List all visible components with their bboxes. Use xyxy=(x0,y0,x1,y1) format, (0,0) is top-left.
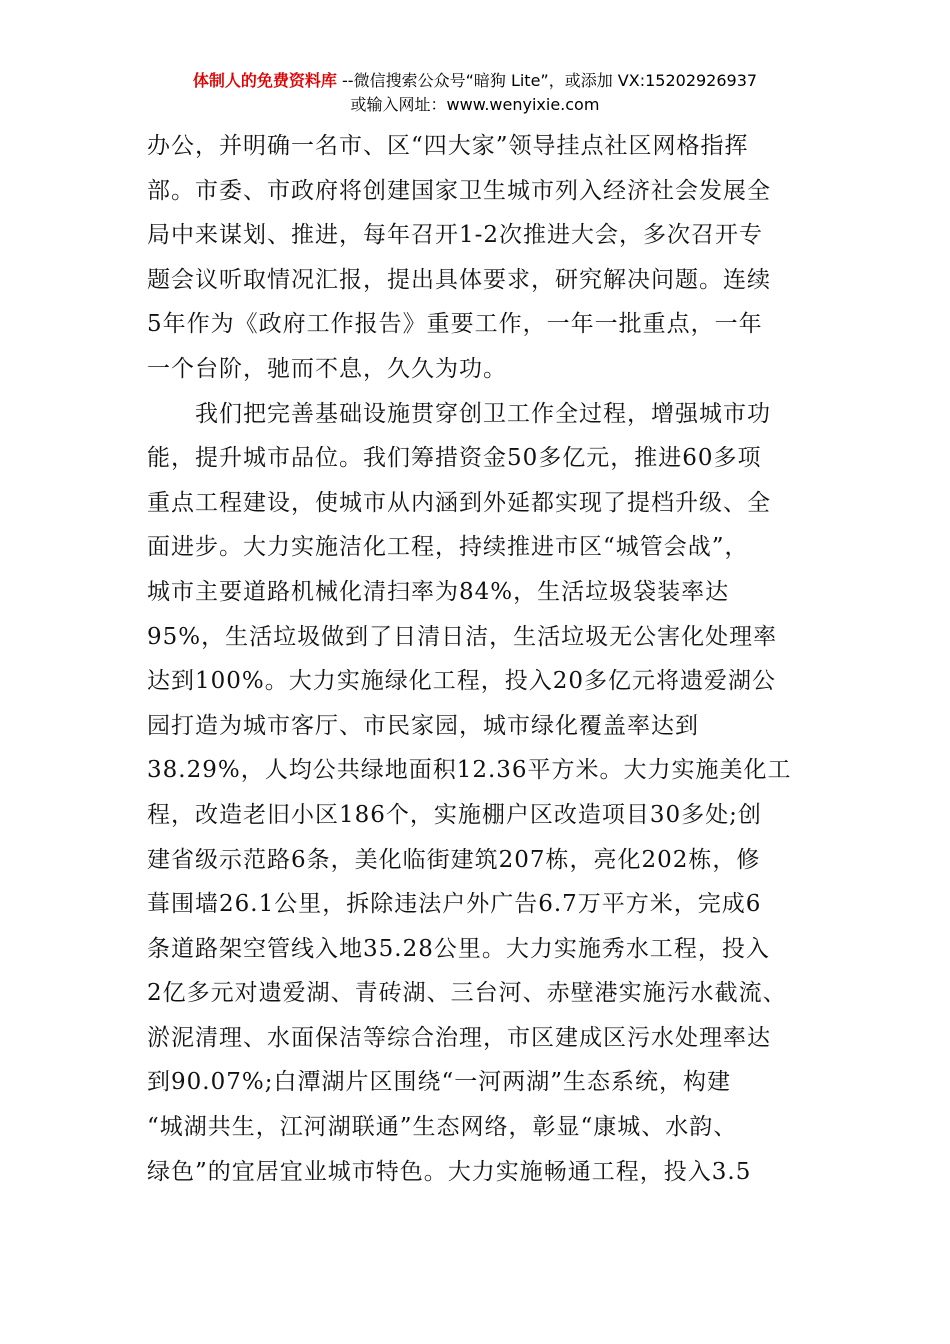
text-line: 园打造为城市客厅、市民家园，城市绿化覆盖率达到 xyxy=(147,712,699,739)
text-line: 局中来谋划、推进，每年召开1-2次推进大会，多次召开专 xyxy=(147,222,764,249)
text-line: 38.29%，人均公共绿地面积12.36平方米。大力实施美化工 xyxy=(147,757,792,784)
header-url-line: 或输入网址：www.wenyixie.com xyxy=(350,95,600,114)
page-header xyxy=(0,70,950,116)
text-line: 绿色”的宜居宜业城市特色。大力实施畅通工程，投入3.5 xyxy=(147,1158,752,1185)
text-line: 建省级示范路6条，美化临街建筑207栋，亮化202栋，修 xyxy=(147,846,761,873)
text-line: 程，改造老旧小区186个，实施棚户区改造项目30多处;创 xyxy=(147,801,762,828)
header-info: --微信搜索公众号“暗狗 Lite”，或添加 VX:15202926937 xyxy=(336,71,758,90)
text-line: 重点工程建设，使城市从内涵到外延都实现了提档升级、全 xyxy=(147,489,771,516)
text-line: 条道路架空管线入地35.28公里。大力实施秀水工程，投入 xyxy=(147,935,770,962)
text-line: “城湖共生，江河湖联通”生态网络，彰显“康城、水韵、 xyxy=(147,1114,738,1141)
header-brand: 体制人的免费资料库 xyxy=(192,71,337,90)
text-line: 5年作为《政府工作报告》重要工作，一年一批重点，一年 xyxy=(147,311,763,338)
text-line: 达到100%。大力实施绿化工程，投入20多亿元将遗爱湖公 xyxy=(147,668,777,695)
text-line: 办公，并明确一名市、区“四大家”领导挂点社区网格指挥 xyxy=(147,133,749,159)
text-line: 2亿多元对遗爱湖、青砖湖、三台河、赤壁港实施污水截流、 xyxy=(147,980,787,1007)
text-line: 部。市委、市政府将创建国家卫生城市列入经济社会发展全 xyxy=(147,177,771,204)
text-line: 葺围墙26.1公里，拆除违法户外广告6.7万平方米，完成6 xyxy=(147,891,762,918)
text-line: 95%，生活垃圾做到了日清日洁，生活垃圾无公害化处理率 xyxy=(147,623,778,650)
text-line: 我们把完善基础设施贯穿创卫工作全过程，增强城市功 xyxy=(147,400,771,427)
header-promo-line xyxy=(0,70,950,92)
text-line: 城市主要道路机械化清扫率为84%，生活垃圾袋装率达 xyxy=(147,578,730,605)
text-line: 题会议听取情况汇报，提出具体要求，研究解决问题。连续 xyxy=(147,266,771,293)
text-line: 面进步。大力实施洁化工程，持续推进市区“城管会战”， xyxy=(147,534,749,561)
document-body xyxy=(147,124,809,1194)
text-line: 一个台阶，驰而不息，久久为功。 xyxy=(147,355,507,382)
text-line: 到90.07%;白潭湖片区围绕“一河两湖”生态系统，构建 xyxy=(147,1069,731,1096)
text-line: 淤泥清理、水面保洁等综合治理，市区建成区污水处理率达 xyxy=(147,1024,771,1051)
text-line: 能，提升城市品位。我们筹措资金50多亿元，推进60多项 xyxy=(147,445,762,472)
